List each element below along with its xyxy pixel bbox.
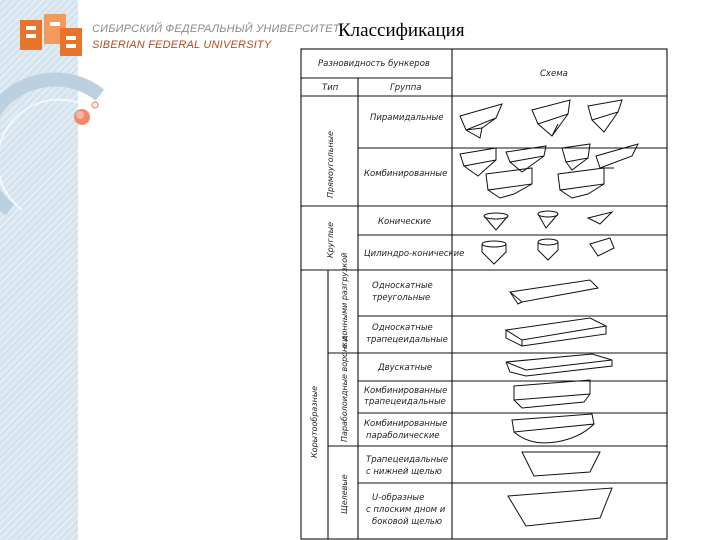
- header-group: Группа: [390, 83, 422, 93]
- sketch-pyramidal-2: [532, 100, 570, 136]
- sketch-comb-trap: [514, 380, 590, 408]
- type-label-rect: Прямоугольные: [326, 131, 335, 198]
- sketch-combined-2: [506, 146, 546, 172]
- group-single-trap-2: трапецеидальные: [366, 335, 448, 345]
- group-comb-parab-1: Комбинированные: [364, 419, 448, 429]
- group-single-tri-2: треугольные: [372, 293, 431, 303]
- group-comb-parab-2: параболические: [366, 431, 440, 441]
- sketch-conical-1: [484, 213, 508, 230]
- sketch-cyl-2: [538, 239, 558, 260]
- sketch-cyl-1: [482, 241, 506, 264]
- sketch-conical-3: [588, 212, 612, 224]
- sketch-combined-1: [460, 148, 496, 176]
- small-ring: [92, 102, 98, 108]
- bunker-classification-table: [300, 48, 668, 540]
- group-single-tri-1: Односкатные: [372, 281, 433, 291]
- logo-name-ru: СИБИРСКИЙ ФЕДЕРАЛЬНЫЙ УНИВЕРСИТЕТ: [92, 23, 340, 35]
- type-label-round: Круглые: [326, 221, 335, 258]
- sketch-trap-slot: [522, 452, 600, 476]
- sketch-combined-6: [558, 168, 604, 198]
- university-logo: [20, 14, 340, 58]
- group-trap-slot-1: Трапецеидальные: [366, 455, 449, 465]
- group-pyramidal: Пирамидальные: [370, 113, 444, 123]
- sketches: [460, 100, 638, 526]
- logo-name-en: SIBERIAN FEDERAL UNIVERSITY: [92, 39, 272, 51]
- sketch-pyramidal-1: [460, 104, 502, 138]
- group-u-2: с плоским дном и: [366, 505, 446, 515]
- group-comb-trap-2: трапецеидальные: [364, 397, 446, 407]
- group-cylindro-conical: Цилиндро-конические: [364, 249, 465, 259]
- subgroup-label-bottom: с донными разгрузкой: [340, 252, 349, 348]
- sketch-pyramidal-3: [588, 100, 622, 132]
- group-conical: Конические: [378, 217, 432, 227]
- group-comb-trap-1: Комбинированные: [364, 386, 448, 396]
- group-u-1: U-образные: [372, 493, 425, 503]
- sketch-u-shaped: [508, 488, 612, 526]
- header-type: Тип: [322, 83, 339, 93]
- group-double: Двускатные: [378, 363, 433, 373]
- sketch-comb-parab: [512, 414, 594, 443]
- page-title: Классификация: [338, 20, 465, 41]
- sketch-single-tri: [510, 280, 598, 304]
- subgroup-label-slot: Щелевые: [340, 474, 349, 514]
- sketch-double: [506, 354, 612, 376]
- sketch-single-trap: [506, 318, 606, 346]
- group-combined: Комбинированные: [364, 169, 448, 179]
- sketch-cyl-3: [590, 238, 614, 256]
- header-scheme: Схема: [540, 69, 568, 79]
- type-label-trough: Корытообразные: [310, 385, 319, 458]
- sketch-combined-5: [486, 168, 532, 198]
- group-single-trap-1: Односкатные: [372, 323, 433, 333]
- group-trap-slot-2: с нижней щелью: [366, 467, 442, 477]
- sketch-conical-2: [538, 211, 558, 228]
- decorative-arc: [0, 60, 140, 220]
- group-u-3: боковой щелью: [372, 517, 443, 527]
- subgroup-label-parab: Параболоидные воронки: [340, 336, 349, 442]
- sfu-logo-icon: [20, 14, 84, 58]
- header-main: Разновидность бункеров: [318, 59, 430, 69]
